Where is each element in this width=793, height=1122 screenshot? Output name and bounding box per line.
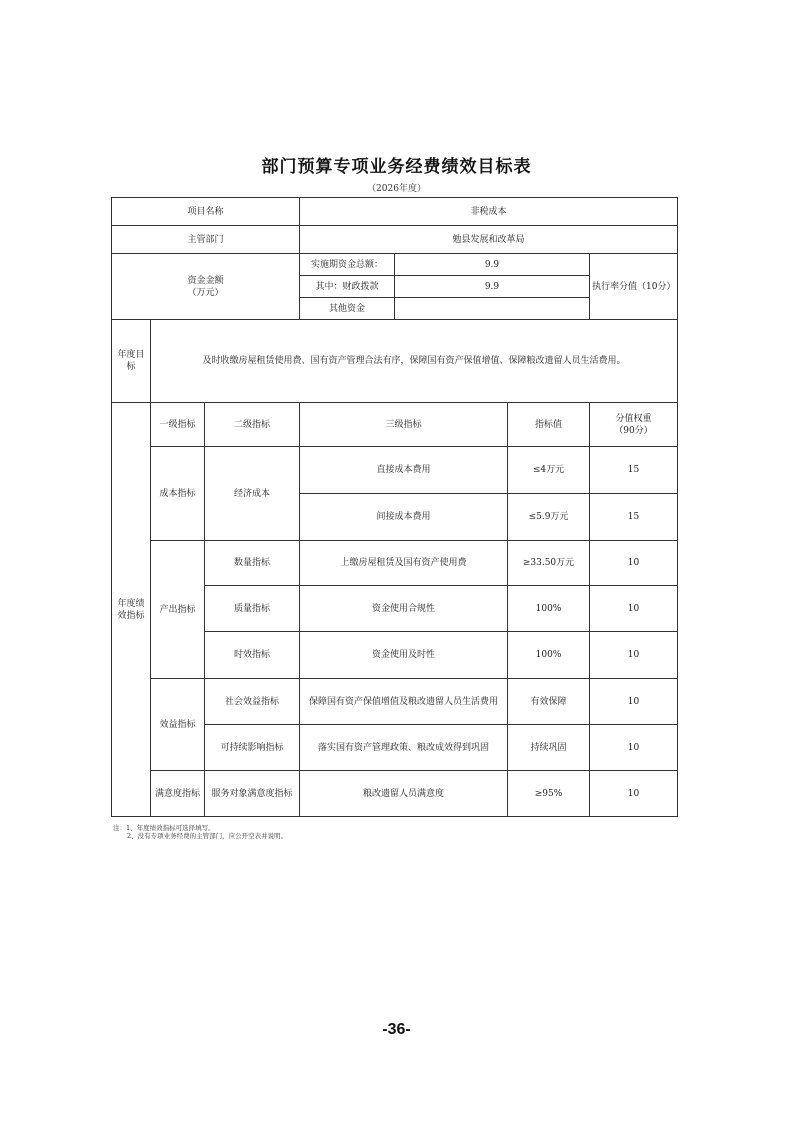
level3-cell: 上缴房屋租赁及国有资产使用费 [300, 541, 508, 586]
annual-goal-label: 年度目标 [112, 320, 151, 403]
level2-cell: 质量指标 [205, 586, 300, 632]
indicator-value-cell: 100% [508, 632, 590, 679]
table-row [112, 679, 678, 725]
fund-fiscal-value: 9.9 [395, 276, 590, 298]
fund-other-value [395, 298, 590, 320]
level2-cell: 社会效益指标 [205, 679, 300, 725]
fund-other-label: 其他资金 [300, 298, 395, 320]
page-title: 部门预算专项业务经费绩效目标表 [261, 157, 532, 177]
weight-cell: 10 [590, 541, 678, 586]
level1-cost: 成本指标 [151, 447, 205, 541]
indicator-value-cell: ≥95% [508, 771, 590, 817]
indicator-value-cell: ≤5.9万元 [508, 494, 590, 541]
level3-cell: 直接成本费用 [300, 447, 508, 494]
header-weight [590, 403, 678, 447]
weight-cell: 10 [590, 725, 678, 771]
indicator-value-cell: 100% [508, 586, 590, 632]
fund-total-value: 9.9 [395, 254, 590, 276]
level3-cell: 资金使用及时性 [300, 632, 508, 679]
fund-amount-label-line1: 资金金额 [187, 275, 224, 286]
level3-cell: 落实国有资产管理政策、粮改成效得到巩固 [300, 725, 508, 771]
table-row [112, 771, 678, 817]
department-value: 勉县发展和改革局 [300, 226, 678, 254]
fund-total-row [112, 254, 678, 276]
header-level1: 一级指标 [151, 403, 205, 447]
header-level2: 二级指标 [205, 403, 300, 447]
level2-cell: 时效指标 [205, 632, 300, 679]
table-row [112, 541, 678, 586]
header-weight-line1: 分值权重 [615, 413, 652, 424]
fund-amount-label [112, 254, 300, 320]
weight-cell: 15 [590, 494, 678, 541]
level3-cell: 粮改遗留人员满意度 [300, 771, 508, 817]
level3-cell: 间接成本费用 [300, 494, 508, 541]
level3-cell: 保障国有资产保值增值及粮改遗留人员生活费用 [300, 679, 508, 725]
indicator-header-row [112, 403, 678, 447]
year-subtitle: （2026年度） [367, 184, 426, 194]
header-value: 指标值 [508, 403, 590, 447]
project-name-row [112, 198, 678, 226]
level1-output: 产出指标 [151, 541, 205, 679]
footnote-line: 注：1、年度绩效指标可选择填写。 [113, 824, 215, 832]
department-row [112, 226, 678, 254]
level1-benefit: 效益指标 [151, 679, 205, 771]
header-weight-line2: （90分） [614, 425, 653, 436]
annual-goal-text: 及时收缴房屋租赁使用费、国有资产管理合法有序，保障国有资产保值增值、保障粮改遗留人员生活费用。 [151, 320, 678, 403]
indicator-value-cell: 持续巩固 [508, 725, 590, 771]
fund-amount-label-line2: （万元） [187, 287, 224, 298]
weight-cell: 10 [590, 632, 678, 679]
footnotes [113, 824, 287, 840]
weight-cell: 10 [590, 679, 678, 725]
execution-rate-label: 执行率分值（10分） [590, 254, 678, 320]
table-row [112, 447, 678, 494]
level2-cell: 数量指标 [205, 541, 300, 586]
indicator-value-cell: ≤4万元 [508, 447, 590, 494]
performance-target-table [111, 197, 678, 817]
annual-goal-row [112, 320, 678, 403]
header-level3: 三级指标 [300, 403, 508, 447]
level3-cell: 资金使用合规性 [300, 586, 508, 632]
indicator-value-cell: 有效保障 [508, 679, 590, 725]
fund-total-label: 实施期资金总额： [300, 254, 395, 276]
indicator-section-label: 年度绩效指标 [112, 403, 151, 817]
weight-cell: 10 [590, 586, 678, 632]
page-number: -36- [382, 1021, 411, 1038]
fund-fiscal-label: 其中：财政拨款 [300, 276, 395, 298]
level1-satisfaction: 满意度指标 [151, 771, 205, 817]
project-name-value: 非税成本 [300, 198, 678, 226]
weight-cell: 10 [590, 771, 678, 817]
level2-cell: 服务对象满意度指标 [205, 771, 300, 817]
project-name-label: 项目名称 [112, 198, 300, 226]
department-label: 主管部门 [112, 226, 300, 254]
weight-cell: 15 [590, 447, 678, 494]
level2-cell: 经济成本 [205, 447, 300, 541]
level2-cell: 可持续影响指标 [205, 725, 300, 771]
footnote-line: 2、没有专项业务经费的主管部门，应公开空表并说明。 [127, 832, 288, 840]
indicator-value-cell: ≥33.50万元 [508, 541, 590, 586]
